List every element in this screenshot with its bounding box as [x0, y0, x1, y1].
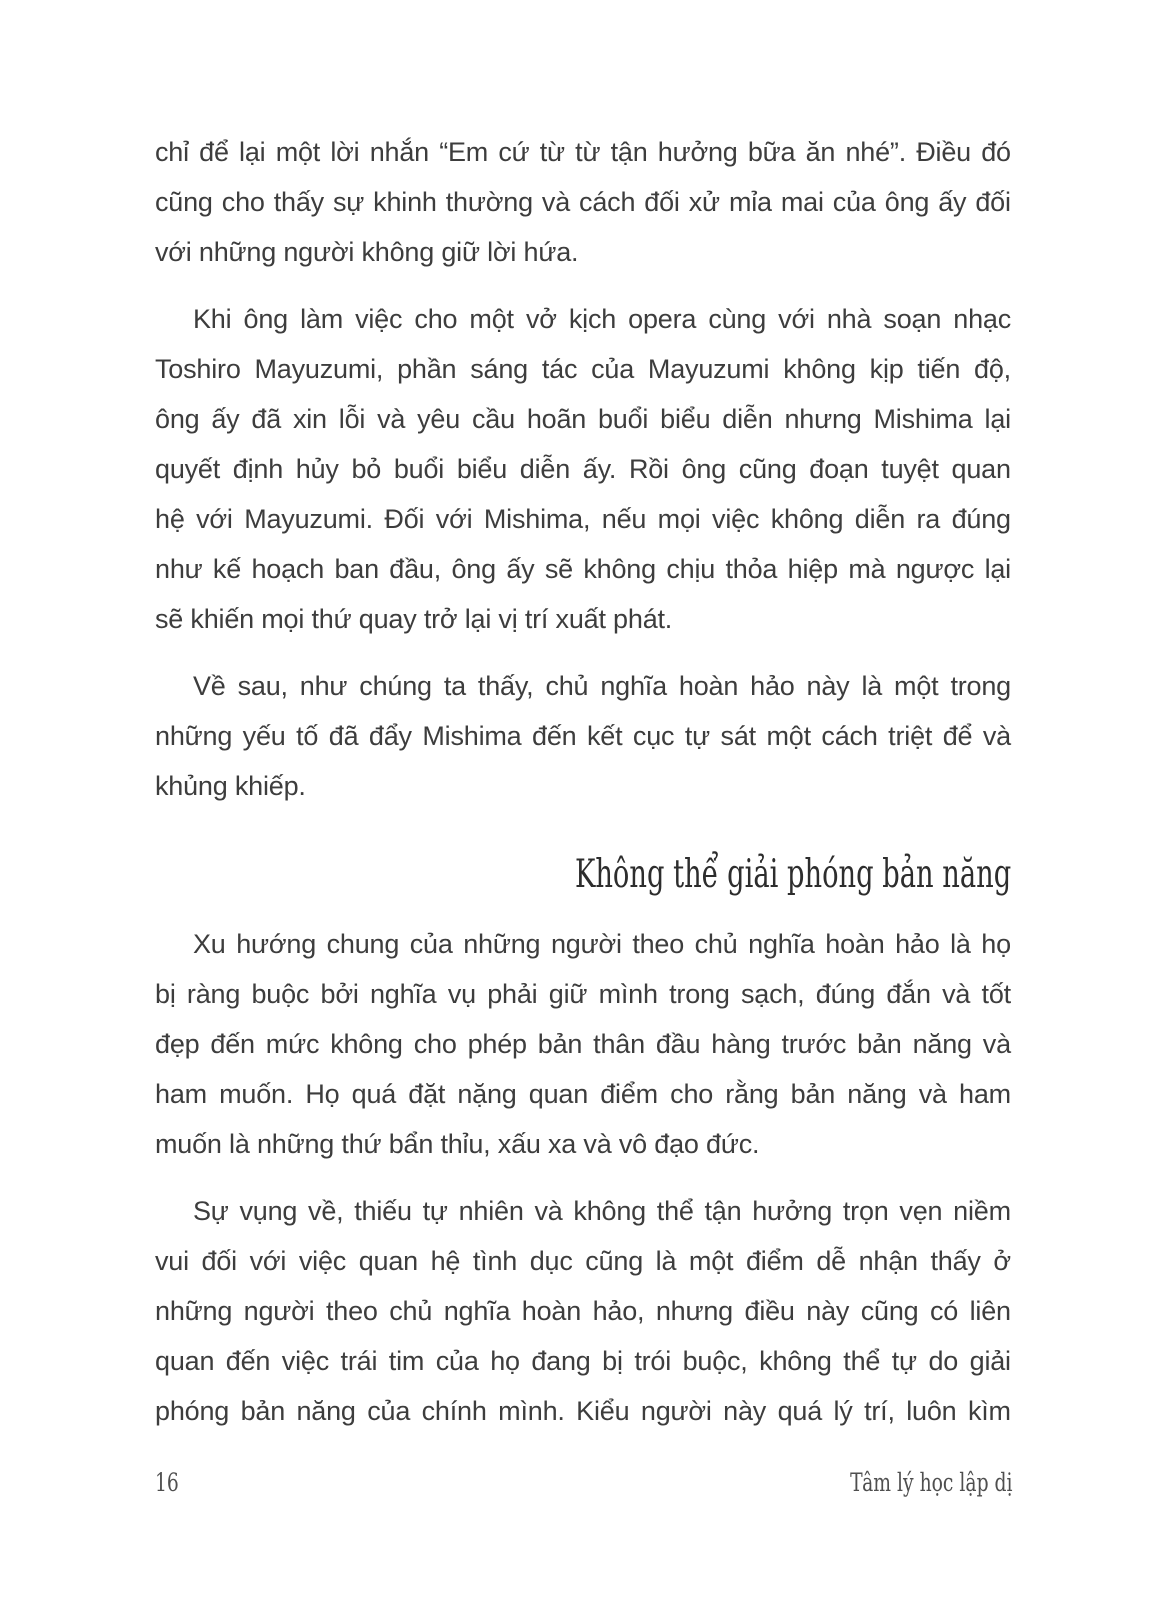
text-line: bị ràng buộc bởi nghĩa vụ phải giữ mình trong sạch, đúng đắn và tốt [155, 979, 1011, 1009]
text-line: những người theo chủ nghĩa hoàn hảo, nhưng điều này cũng có liên [155, 1296, 1011, 1326]
paragraph [155, 661, 1011, 811]
section-heading [155, 851, 1011, 899]
page-number: 16 [155, 1468, 179, 1497]
text-line: Toshiro Mayuzumi, phần sáng tác của Mayuzumi không kịp tiến độ, [155, 354, 1011, 384]
text-line: quyết định hủy bỏ buổi biểu diễn ấy. Rồi ông cũng đoạn tuyệt quan [155, 454, 1011, 484]
text-line: quan đến việc trái tim của họ đang bị trói buộc, không thể tự do giải [155, 1346, 1011, 1376]
page-footer [155, 1468, 1013, 1498]
text-line: đẹp đến mức không cho phép bản thân đầu hàng trước bản năng và [155, 1029, 1011, 1059]
text-line: như kế hoạch ban đầu, ông ấy sẽ không chịu thỏa hiệp mà ngược lại [155, 554, 1011, 584]
text-line: hệ với Mayuzumi. Đối với Mishima, nếu mọi việc không diễn ra đúng [155, 504, 1011, 534]
paragraph [155, 1186, 1011, 1436]
text-line: ham muốn. Họ quá đặt nặng quan điểm cho rằng bản năng và ham [155, 1079, 1011, 1109]
text-line: muốn là những thứ bẩn thỉu, xấu xa và vô đạo đức. [155, 1129, 760, 1159]
running-title: Tâm lý học lập dị [850, 1468, 1013, 1497]
paragraph [155, 127, 1011, 277]
paragraph [155, 919, 1011, 1169]
text-line: vui đối với việc quan hệ tình dục cũng là một điểm dễ nhận thấy ở [155, 1246, 1011, 1276]
text-line: phóng bản năng của chính mình. Kiểu người này quá lý trí, luôn kìm [155, 1396, 1011, 1426]
text-line: khủng khiếp. [155, 771, 306, 801]
text-line: Về sau, như chúng ta thấy, chủ nghĩa hoàn hảo này là một trong [193, 671, 1011, 701]
text-line: ông ấy đã xin lỗi và yêu cầu hoãn buổi biểu diễn nhưng Mishima lại [155, 404, 1011, 434]
page-body-text [155, 127, 1011, 1436]
text-line: Sự vụng về, thiếu tự nhiên và không thể tận hưởng trọn vẹn niềm [193, 1196, 1011, 1226]
text-line: Khi ông làm việc cho một vở kịch opera cùng với nhà soạn nhạc [193, 304, 1011, 334]
text-line: sẽ khiến mọi thứ quay trở lại vị trí xuất phát. [155, 604, 673, 634]
running-title-container [796, 1468, 1013, 1498]
text-line: Xu hướng chung của những người theo chủ nghĩa hoàn hảo là họ [193, 929, 1011, 959]
text-line: cũng cho thấy sự khinh thường và cách đối xử mỉa mai của ông ấy đối [155, 187, 1011, 217]
text-line: với những người không giữ lời hứa. [155, 237, 579, 267]
text-line: những yếu tố đã đẩy Mishima đến kết cục tự sát một cách triệt để và [155, 721, 1011, 751]
paragraph [155, 294, 1011, 644]
section-heading-text: Không thể giải phóng bản năng [574, 852, 1011, 897]
text-line: chỉ để lại một lời nhắn “Em cứ từ từ tận hưởng bữa ăn nhé”. Điều đó [155, 137, 1011, 167]
page-number-container [155, 1468, 187, 1498]
